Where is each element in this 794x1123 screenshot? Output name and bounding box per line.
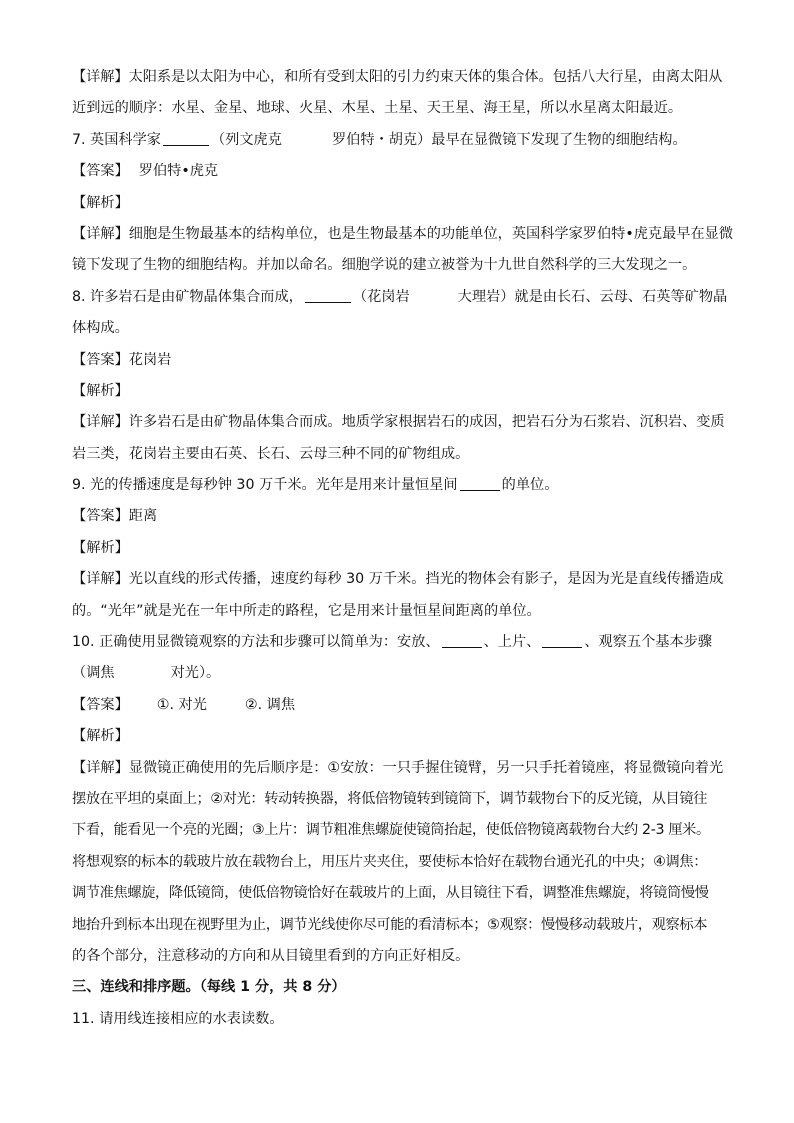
document-page (72, 62, 734, 1035)
q6-detail-line-1: 【详解】太阳系是以太阳为中心，和所有受到太阳的引力约束天体的集合体。包括八大行星，由离太阳从 (72, 69, 723, 85)
q7-analysis: 【解析】 (72, 194, 129, 211)
question-8: 8. 许多岩石是由矿物晶体集合而成， （花岗岩 大理岩）就是由长石、云母、石英等矿物晶 (72, 288, 728, 305)
question-8-line-2: 体构成。 (72, 320, 129, 337)
answer-blank (163, 131, 209, 146)
q7-detail-line-2: 镜下发现了生物的细胞结构。并加以命名。细胞学说的建立被誉为十九世自然科学的三大发现之一。 (72, 257, 697, 274)
question-11: 11. 请用线连接相应的水表读数。 (72, 1010, 284, 1027)
q8-answer: 【答案】花岗岩 (72, 351, 172, 368)
section-3-heading: 三、连线和排序题。（每线 1 分，共 8 分） (72, 979, 346, 996)
q7-answer: 【答案】 罗伯特•虎克 (72, 163, 219, 180)
q10-analysis: 【解析】 (72, 728, 129, 745)
q8-analysis: 【解析】 (72, 382, 129, 399)
answer-blank (460, 476, 500, 491)
q9-detail-line-1: 【详解】光以直线的形式传播，速度约每秒 30 万千米。挡光的物体会有影子，是因为光是直线传播造成 (72, 571, 724, 588)
q10-detail-line-4: 将想观察的标本的载玻片放在载物台上，用压片夹夹住，要使标本恰好在载物台通光孔的中央；④调焦： (72, 853, 708, 870)
q9-detail-line-2: 的。“光年”就是光在一年中所走的路程，它是用来计量恒星间距离的单位。 (72, 602, 541, 619)
answer-blank (305, 288, 351, 303)
q7-detail-line-1: 【详解】细胞是生物最基本的结构单位，也是生物最基本的功能单位，英国科学家罗伯特•虎克最早在显微 (72, 225, 734, 242)
q10-detail-line-3: 下看，能看见一个亮的光圈；③上片：调节粗准焦螺旋使镜筒抬起，使低倍物镜离载物台大约 2-3 厘米。 (72, 822, 710, 839)
q9-analysis: 【解析】 (72, 539, 129, 556)
q10-detail-line-2: 摆放在平坦的桌面上；②对光：转动转换器，将低倍物镜转到镜筒下，调节载物台下的反光镜，从目镜往 (72, 790, 708, 807)
q10-detail-line-6: 地抬升到标本出现在视野里为止，调节光线使你尽可能的看清标本；⑤观察：慢慢移动载玻片，观察标本 (72, 916, 708, 933)
answer-blank-2 (542, 633, 582, 648)
question-9: 9. 光的传播速度是每秒钟 30 万千米。光年是用来计量恒星间 的单位。 (72, 477, 559, 494)
q8-detail-line-1: 【详解】许多岩石是由矿物晶体集合而成。地质学家根据岩石的成因，把岩石分为石浆岩、沉积岩、变质 (72, 414, 725, 431)
q9-answer: 【答案】距离 (72, 508, 158, 525)
question-7: 7. 英国科学家 （列文虎克 罗伯特・胡克）最早在显微镜下发现了生物的细胞结构。 (72, 131, 687, 148)
question-10: 10. 正确使用显微镜观察的方法和步骤可以简单为：安放、 、上片、 、观察五个基本步骤 (72, 634, 713, 651)
q10-detail-line-1: 【详解】显微镜正确使用的先后顺序是：①安放：一只手握住镜臂，另一只手托着镜座，将显微镜向着光 (72, 759, 724, 776)
q6-detail-line-2: 近到远的顺序：水星、金星、地球、火星、木星、土星、天王星、海王星，所以水星离太阳最近。 (72, 100, 683, 117)
q10-detail-line-7: 的各个部分，注意移动的方向和从目镜里看到的方向正好相反。 (72, 947, 470, 964)
question-10-options: （调焦 对光）。 (72, 665, 221, 682)
detail-tag: 【详解】 (72, 69, 129, 85)
answer-blank-1 (442, 633, 482, 648)
q10-answer: 【答案】 ①. 对光 ②. 调焦 (72, 696, 296, 713)
q10-detail-line-5: 调节准焦螺旋，降低镜筒，使低倍物镜恰好在载玻片的上面，从目镜往下看，调整准焦螺旋，将镜筒慢慢 (72, 885, 709, 902)
q8-detail-line-2: 岩三类，花岗岩主要由石英、长石、云母三种不同的矿物组成。 (72, 445, 470, 462)
